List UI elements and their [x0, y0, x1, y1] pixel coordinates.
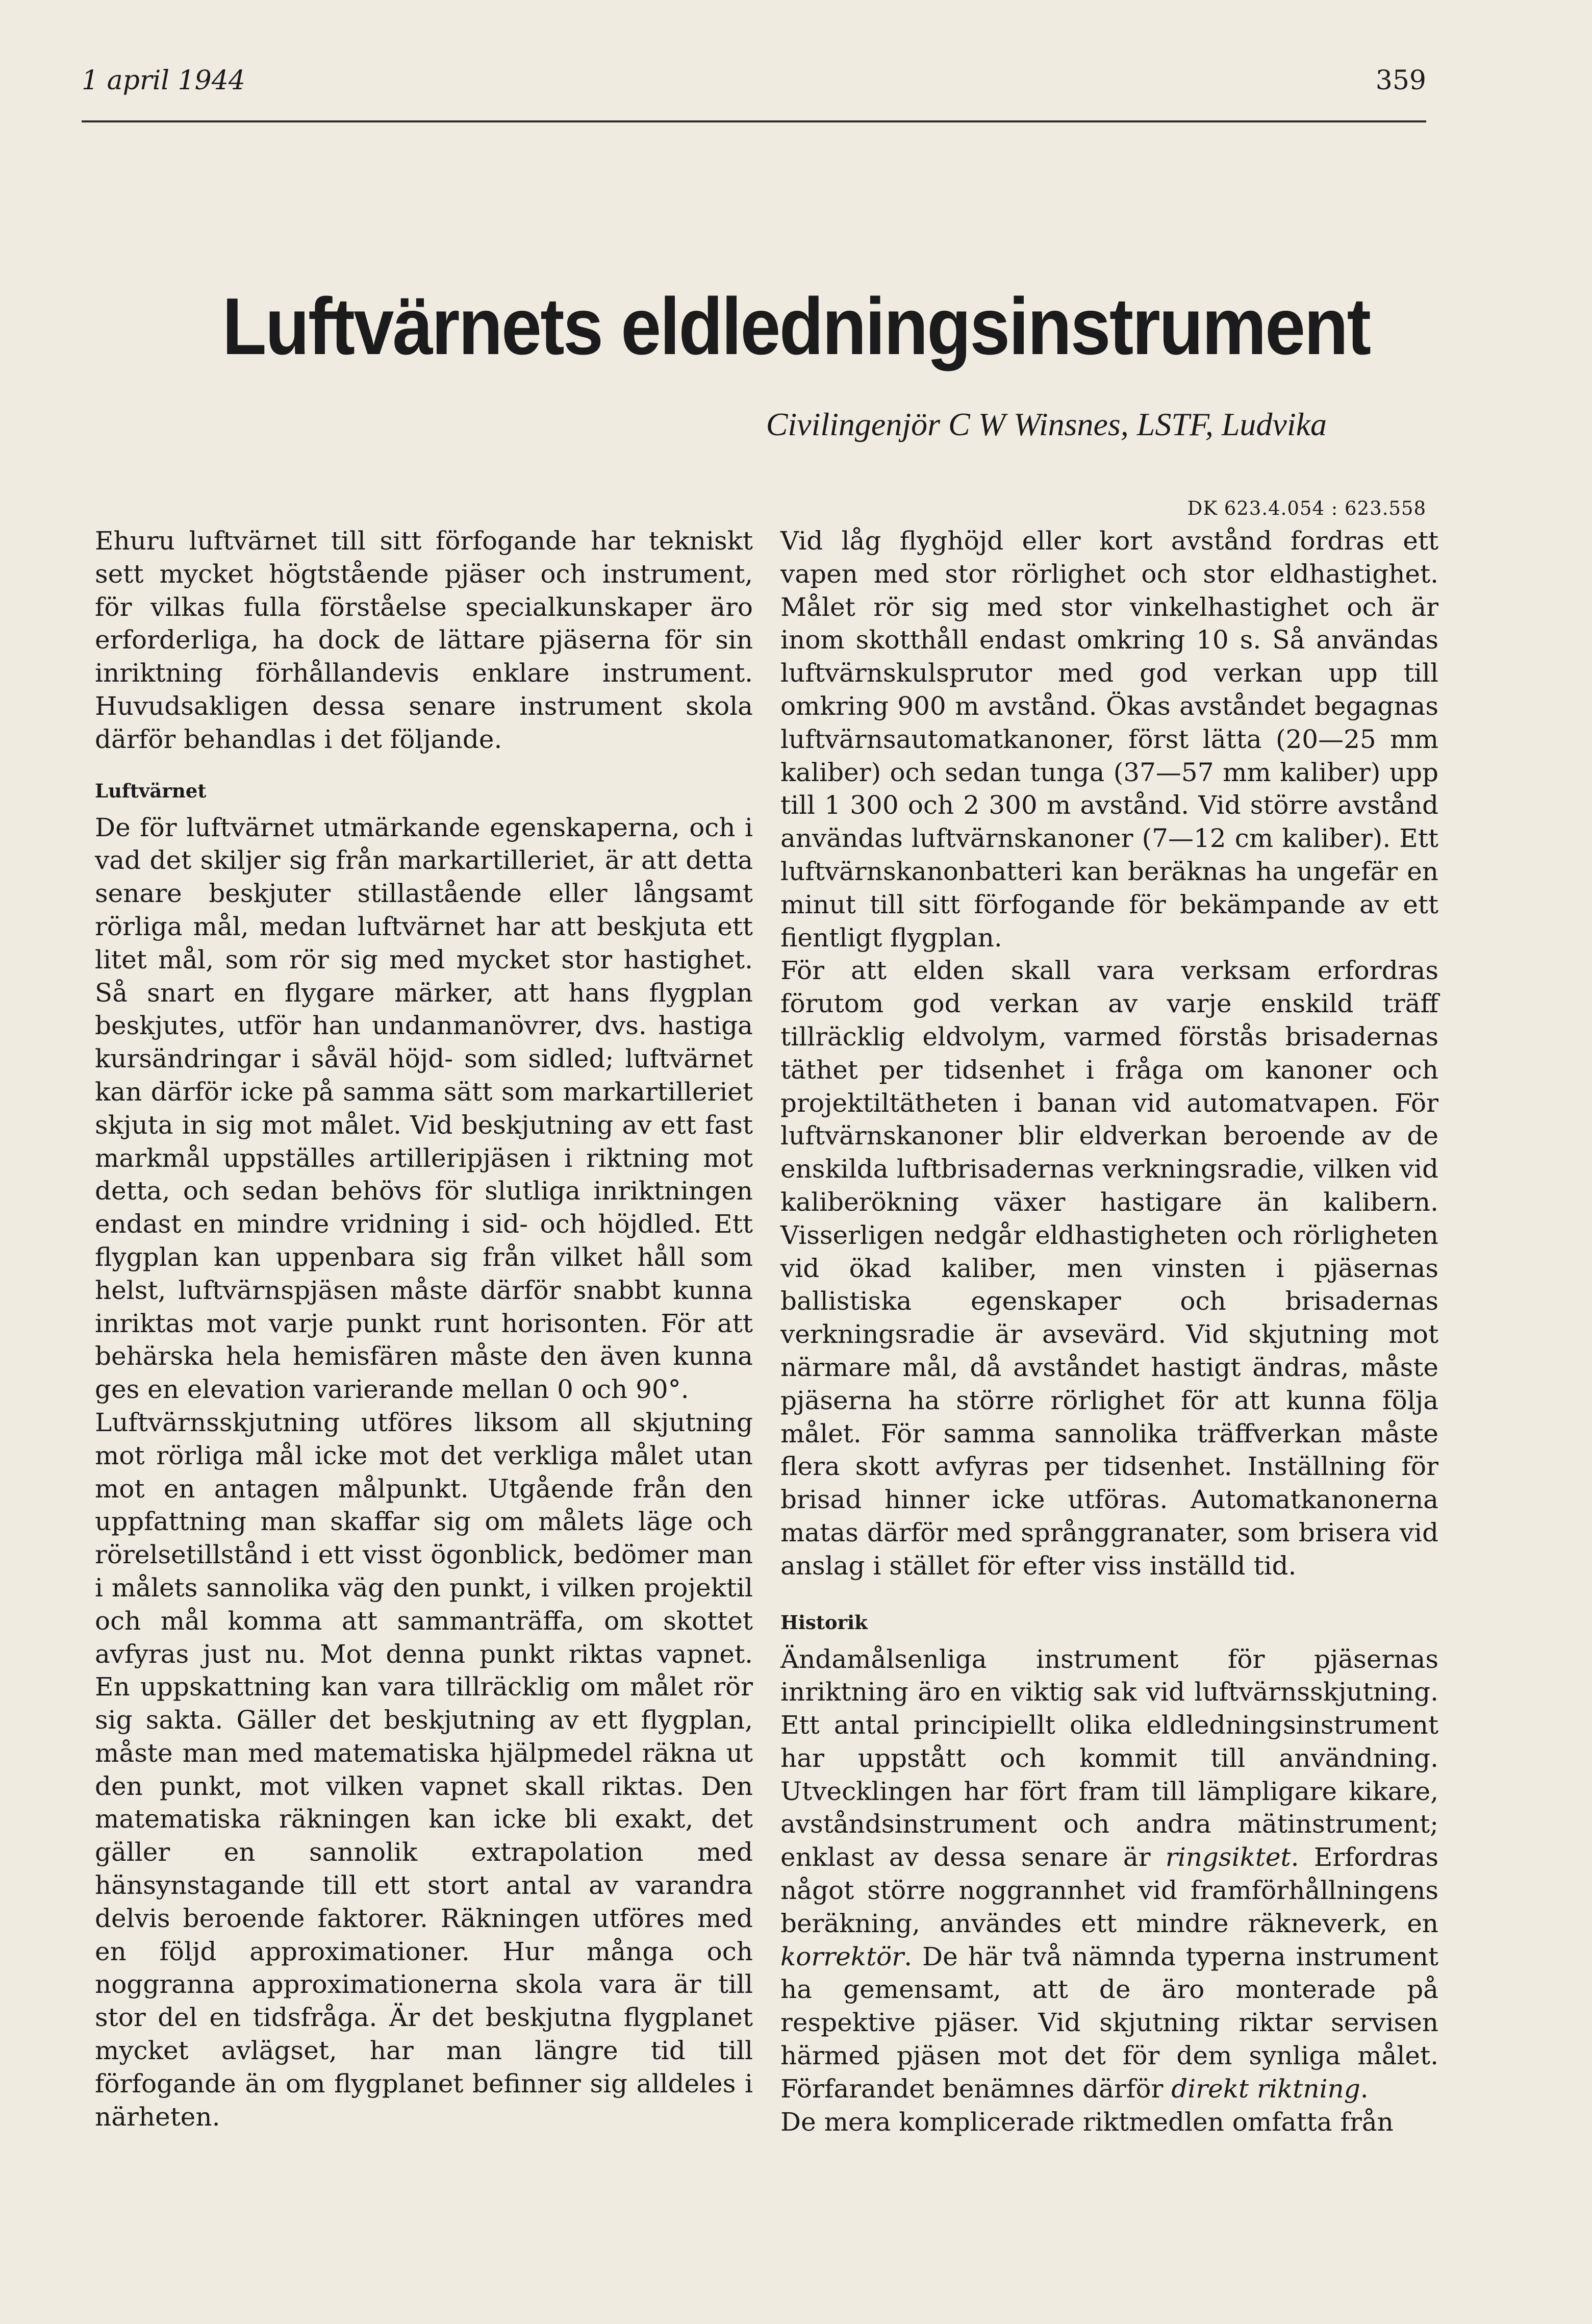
term-ringsiktet: ringsiktet [1165, 1842, 1291, 1872]
body-paragraph: För att elden skall vara verksam erfordras förutom god verkan av varje enskild träff tillräcklig eldvolym, varmed förstås brisadernas täthet per tidsenhet i fråga om kanoner och projektiltätheten i banan vid automatvapen. För luftvärnskanoner blir eldverkan beroende av de enskilda luftbrisadernas verkningsradie, vilken vid kaliberökning växer hastigare än kalibern. Visserligen nedgår eldhastigheten och rörligheten vid ökad kaliber, men vinsten i pjäsernas ballistiska egenskaper och brisadernas verkningsradie är avsevärd. Vid skjutning mot närmare mål, då avståndet hastigt ändras, måste pjäserna ha större rörlighet för att kunna följa målet. För samma sannolika träffverkan måste flera skott avfyras per tidsenhet. Inställning för brisad hinner icke utföras. Automatkanonerna matas därför med språnggranater, som brisera vid anslag i stället för efter viss inställd tid. [780, 956, 1438, 1581]
term-direkt-riktning: direkt riktning [1171, 2073, 1360, 2104]
text-run: . [1360, 2073, 1369, 2104]
section-heading-luftvarnet: Luftvärnet [95, 779, 207, 802]
term-korrektor: korrektör [780, 1941, 904, 1971]
header-rule [82, 120, 1426, 122]
body-paragraph: De mera komplicerade riktmedlen omfatta från [780, 2107, 1394, 2137]
body-paragraph: Vid låg flyghöjd eller kort avstånd fordras ett vapen med stor rörlighet och stor eldhastighet. Målet rör sig med stor vinkelhastighet och är inom skotthåll endast omkring 10 s. Så användas luftvärnskulsprutor med god verkan upp till omkring 900 m avstånd. Ökas avståndet begagnas luftvärnsautomatkanoner, först lätta (20—25 mm kaliber) och sedan tunga (37—57 mm kaliber) upp till 1 300 och 2 300 m avstånd. Vid större avstånd användas luftvärnskanoner (7—12 cm kaliber). Ett luftvärnskanonbatteri kan beräknas ha ungefär en minut till sitt förfogande för bekämpande av ett fientligt flygplan. [780, 526, 1438, 953]
body-paragraph [780, 1643, 1438, 2106]
running-header [82, 65, 1426, 121]
body-paragraph: De för luftvärnet utmärkande egenskaperna, och i vad det skiljer sig från markartilleriet, är att detta senare beskjuter stillastående eller långsamt rörliga mål, medan luftvärnet har att beskjuta ett litet mål, som rör sig med mycket stor hastighet. Så snart en flygare märker, att hans flygplan beskjutes, utför han undanmanövrer, dvs. hastiga kursändringar i såväl höjd- som sidled; luftvärnet kan därför icke på samma sätt som markartilleriet skjuta in sig mot målet. Vid beskjutning av ett fast markmål uppställes artilleripjäsen i riktning mot detta, och sedan behövs för slutliga inriktningen endast en mindre vridning i sid- och höjdled. Ett flygplan kan uppenbara sig från vilket håll som helst, luftvärnspjäsen måste därför snabbt kunna inriktas mot varje punkt runt horisonten. För att behärska hela hemisfären måste den även kunna ges en elevation varierande mellan 0 och 90°. [95, 812, 753, 1405]
left-column [95, 524, 753, 2133]
article-title: Luftvärnets eldledningsinstrument [222, 282, 1370, 371]
text-run: . Erfordras något större noggrannhet vid framförhållningens beräkning, användes ett mindre räkneverk, en [780, 1842, 1439, 1938]
text-run: . De här två nämnda typerna instrument ha gemensamt, att de äro monterade på respektive pjäser. Vid skjutning riktar servisen härmed pjäsen mot det för dem synliga målet. Förfarandet benämnes därför [780, 1941, 1438, 2104]
intro-paragraph: Ehuru luftvärnet till sitt förfogande har tekniskt sett mycket högtstående pjäser och instrument, för vilkas fulla förståelse specialkunskaper äro erforderliga, ha dock de lättare pjäserna för sin inriktning förhållandevis enklare instrument. Huvudsakligen dessa senare instrument skola därför behandlas i det följande. [95, 526, 753, 754]
text-run: Ändamålsenliga instrument för pjäsernas inriktning äro en viktig sak vid luftvärnsskjutning. Ett antal principiellt olika eldledningsinstrument har uppstått och kommit till användning. Utvecklingen har fört fram till lämpligare kikare, avståndsinstrument och andra mätinstrument; enklast av dessa senare är [780, 1644, 1438, 1872]
udc-classification: DK 623.4.054 : 623.558 [1187, 497, 1426, 519]
article-author: Civilingenjör C W Winsnes, LSTF, Ludvika [766, 406, 1327, 442]
page-number: 359 [1375, 65, 1426, 96]
right-column [780, 524, 1438, 2138]
body-paragraph: Luftvärnsskjutning utföres liksom all skjutning mot rörliga mål icke mot det verkliga målet utan mot en antagen målpunkt. Utgående från den uppfattning man skaffar sig om målets läge och rörelsetillstånd i ett visst ögonblick, bedömer man i målets sannolika väg den punkt, i vilken projektil och mål komma att sammanträffa, om skottet avfyras just nu. Mot denna punkt riktas vapnet. En uppskattning kan vara tillräcklig om målet rör sig sakta. Gäller det beskjutning av ett flygplan, måste man med matematiska hjälpmedel räkna ut den punkt, mot vilken vapnet skall riktas. Den matematiska räkningen kan icke bli exakt, det gäller en sannolik extrapolation med hänsynstagande till ett stort antal av varandra delvis beroende faktorer. Räkningen utföres med en följd approximationer. Hur många och noggranna approximationerna skola vara är till stor del en tidsfråga. Är det beskjutna flygplanet mycket avlägset, har man längre tid till förfogande än om flygplanet befinner sig alldeles i närheten. [95, 1407, 753, 2132]
issue-date: 1 april 1944 [82, 65, 245, 96]
section-heading-historik: Historik [780, 1611, 868, 1634]
